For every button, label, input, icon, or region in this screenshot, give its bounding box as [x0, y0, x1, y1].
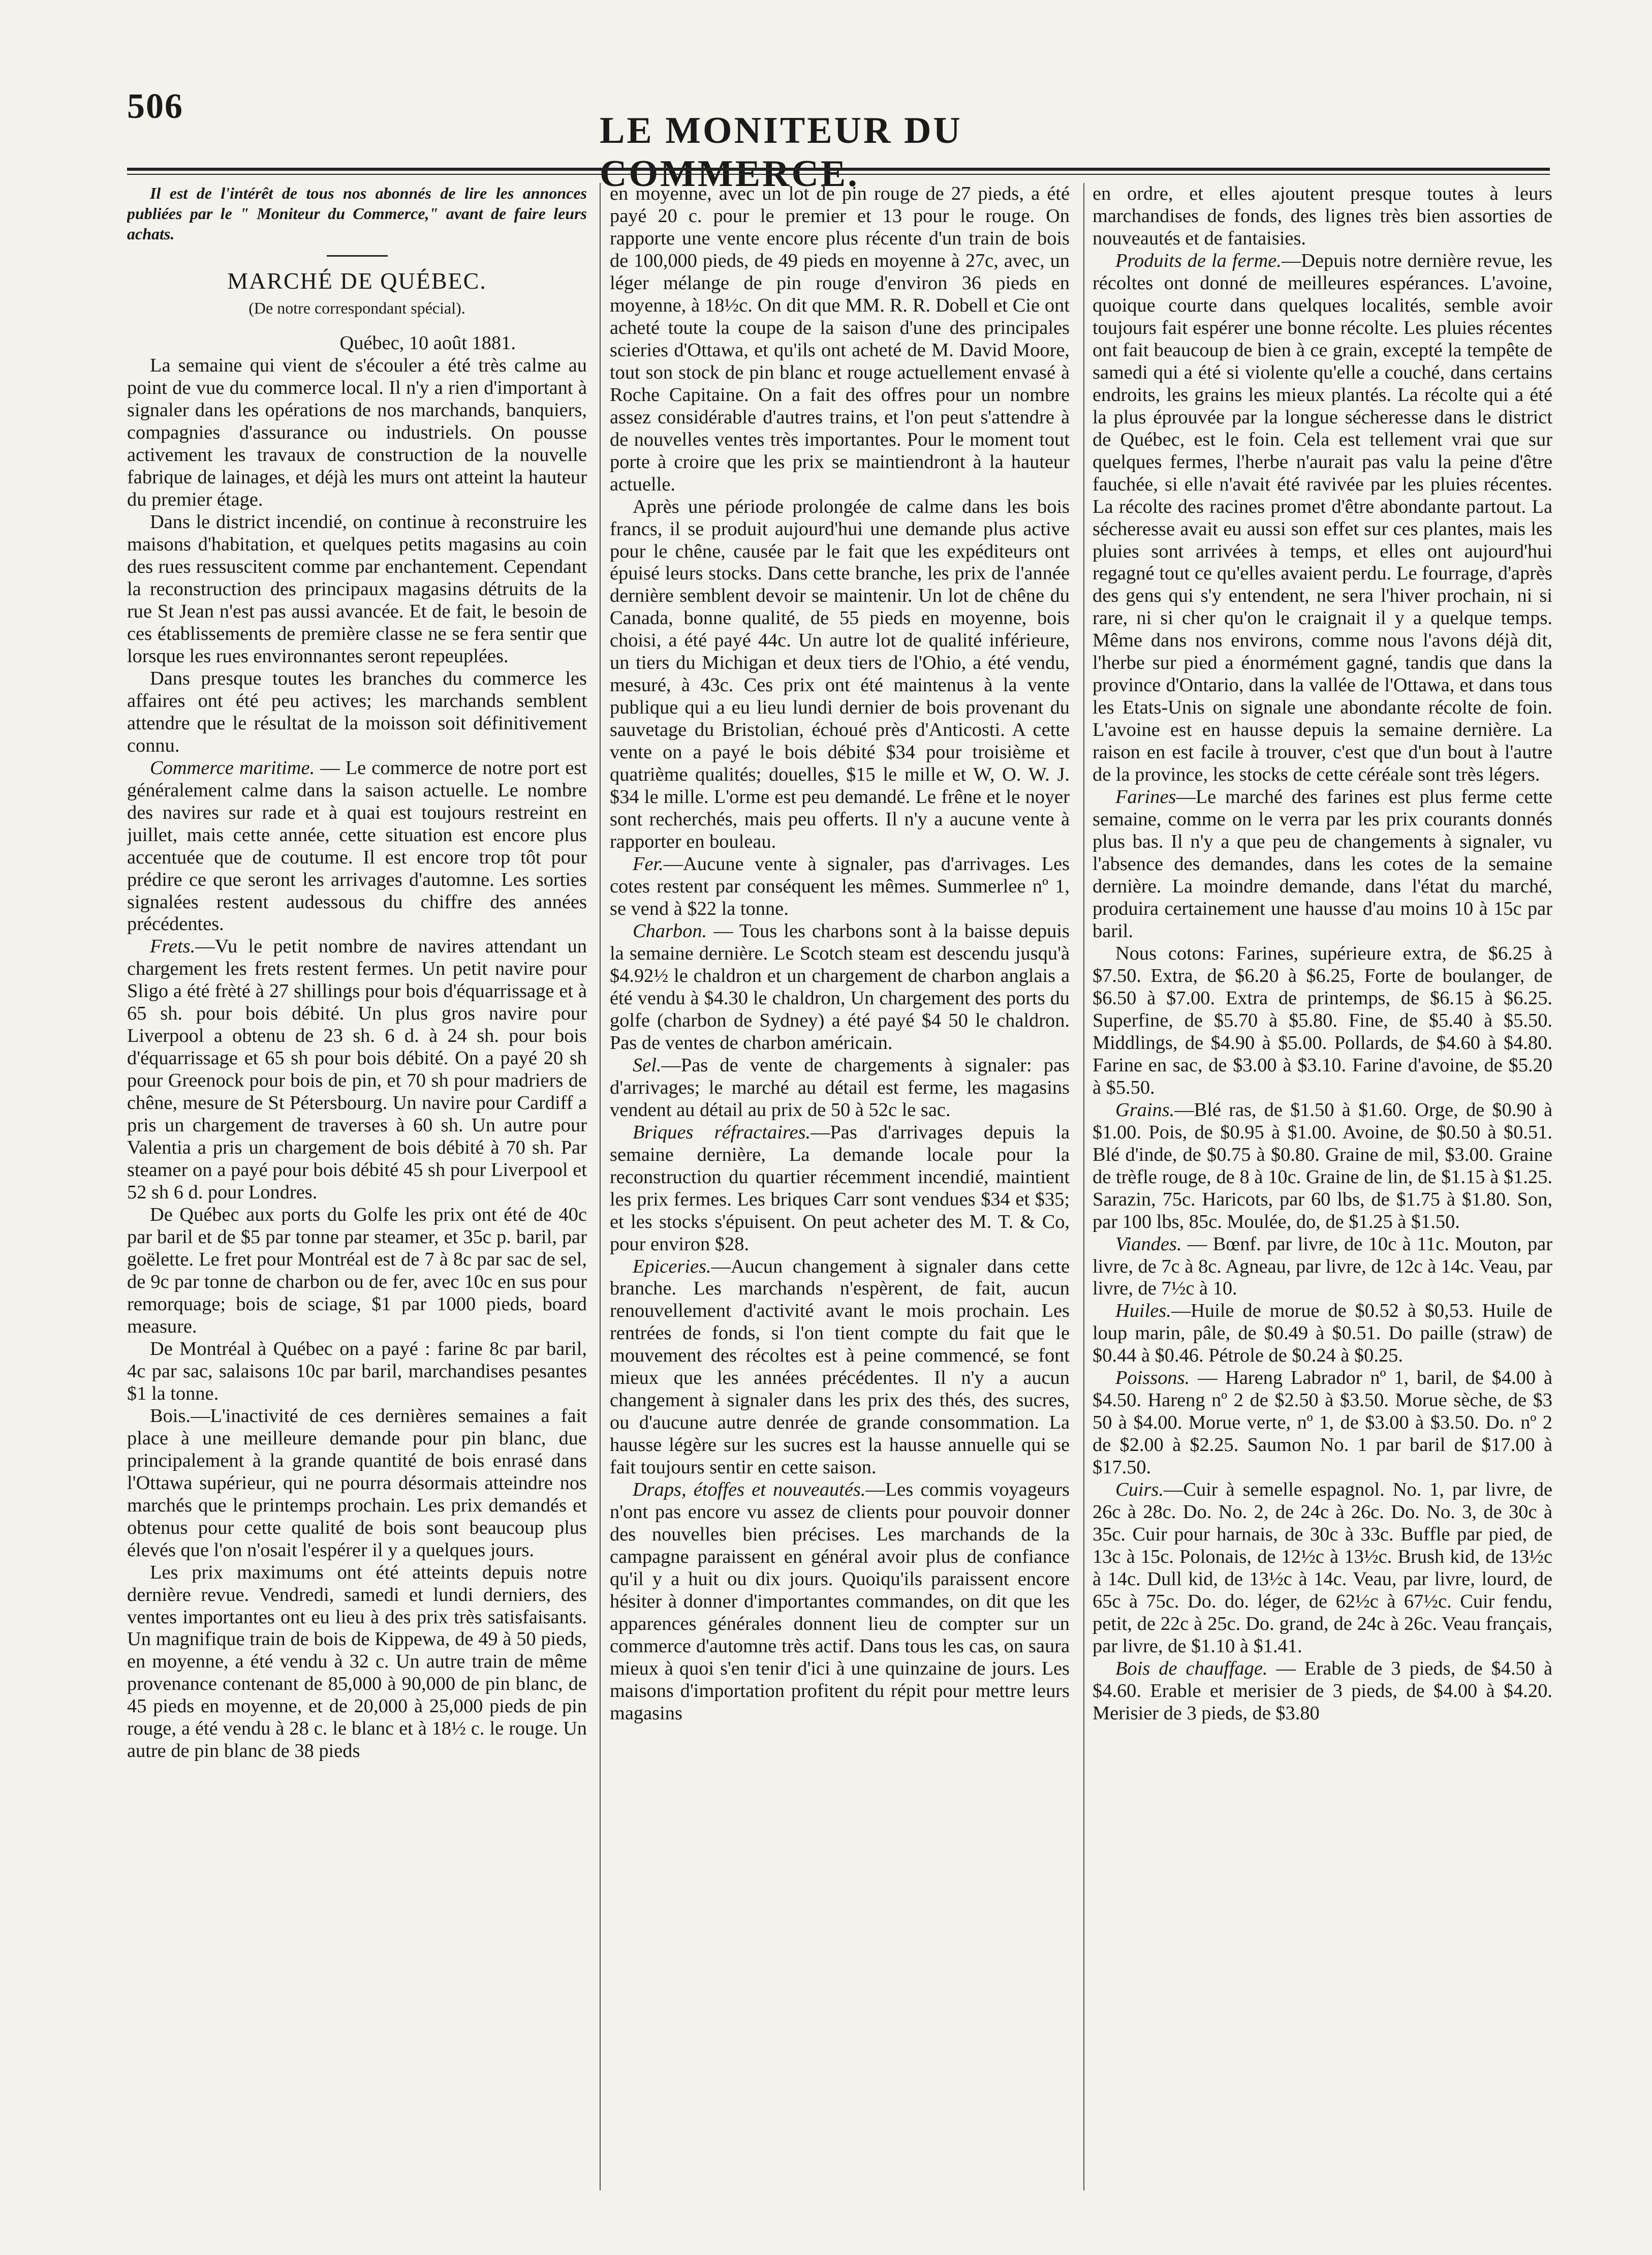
paragraph: [1093, 1300, 1552, 1367]
paragraph-lead: Sel.: [633, 1054, 662, 1076]
paragraph: [127, 1405, 587, 1562]
dateline: Québec, 10 août 1881.: [339, 332, 516, 354]
paragraph: [610, 1055, 1070, 1122]
paragraph-lead: Briques réfractaires.: [633, 1121, 811, 1143]
paragraph-lead: Bois de chauffage.: [1115, 1657, 1268, 1679]
paragraph: [1093, 1658, 1552, 1725]
paragraph: Nous cotons: Farines, supérieure extra, de $6.25 à $7.50. Extra, de $6.20 à $6.25, Forte de boulanger, de $6.50 à $7.00. Extra de printemps, de $6.15 à $6.25. Superfine, de $5.70 à $5.80. Fine, de $5.40 à $5.50. Middlings, de $4.90 à $5.00. Pollards, de $4.60 à $4.80. Farine en sac, de $3.00 à $3.10. Farine d'avoine, de $5.20 à $5.50.: [1093, 942, 1552, 1098]
paragraph-lead: Poissons.: [1115, 1367, 1190, 1389]
paragraph-body: —Depuis notre dernière revue, les récoltes ont donné de meilleures espérances. L'avoine, quoique courte dans quelques localités, semble avoir toujours fait espérer une bonne récolte. Les pluies récentes ont fait beaucoup de bien à ce grain, excepté la tempête de samedi qui a été si violente qu'elle a couché, dans certains endroits, les grains les mieux plantés. La récolte qui a été la plus éprouvée par la longue sécheresse dans le district de Québec, est le foin. Cela est tellement vrai que sur quelques fermes, l'herbe n'aurait pas valu la peine d'être fauchée, si elle n'avait été ravivée par les pluies récentes. La récolte des racines promet d'être abondante partout. La sécheresse avait eu aussi son effet sur ces plantes, mais les pluies sont arrivées à temps, et elles ont aujourd'hui regagné tout ce qu'elles avaient perdu. Le fourrage, d'après des gens qui s'y entendent, ne sera l'hiver prochain, ni si rare, ni si cher qu'on le craignait il y a quelque temps. Même dans nos environs, comme nous l'avons déjà dit, l'herbe sur pied a énormément gagné, tandis que dans la province d'Ontario, dans la vallée de l'Ottawa, et dans tous les Etats-Unis on signale une abondante récolte de foin. L'avoine est en hausse depuis la semaine dernière. La raison en est facile à trouver, c'est que d'un bout à l'autre de la province, les stocks de cette céréale sont très légers.: [1093, 250, 1552, 786]
paragraph: [1093, 250, 1552, 786]
paragraph: [1093, 1099, 1552, 1233]
paragraph-body: — Tous les charbons sont à la baisse depuis la semaine dernière. Le Scotch steam est descendu jusqu'à $4.92½ le chaldron et un chargement de charbon anglais a été vendu à $4.30 le chaldron, Un chargement des ports du golfe (charbon de Sydney) a été payé $4 50 le chaldron. Pas de ventes de charbon américain.: [610, 920, 1070, 1054]
paragraph: [1093, 786, 1552, 943]
paragraph-lead: Viandes.: [1115, 1233, 1182, 1255]
paragraph-body: —Aucune vente à signaler, pas d'arrivages. Les cotes restent par conséquent les mêmes. Summerlee nº 1, se vend à $22 la tonne.: [610, 853, 1070, 919]
divider: [327, 255, 388, 257]
paragraph: Dans presque toutes les branches du commerce les affaires ont été peu actives; les marchands semblent attendre que le résultat de la moisson soit définitivement connu.: [127, 667, 587, 756]
column-3: [1093, 183, 1552, 2196]
paragraph-lead: Produits de la ferme.: [1115, 250, 1282, 271]
subscriber-notice: Il est de l'intérêt de tous nos abonnés de lire les annonces publiées par le " Moniteur du Commerce," avant de faire leurs achats.: [127, 184, 587, 243]
paragraph-body: —Huile de morue de $0.52 à $0,53. Huile de loup marin, pâle, de $0.49 à $0.51. Do paille (straw) de $0.44 à $0.46. Pétrole de $0.24 à $0.25.: [1093, 1300, 1552, 1367]
section-subtitle: (De notre correspondant spécial).: [248, 298, 465, 317]
paragraph: [127, 936, 587, 1204]
paragraph: [127, 757, 587, 936]
paragraph-body: — Bœnf. par livre, de 10c à 11c. Mouton, par livre, de 7c à 8c. Agneau, par livre, de 12c à 14c. Veau, par livre, de 7½c à 10.: [1093, 1233, 1552, 1300]
paragraph-body: —L'inactivité de ces dernières semaines a fait place à une meilleure demande pour pin blanc, due principalement à la grande quantité de bois enrasé dans l'Ottawa supérieur, qui ne pourra désormais atteindre nos marchés que le printemps prochain. Les prix demandés et obtenus pour cette qualité de bois sont beaucoup plus élevés que l'on n'osait l'espérer il y a quelques jours.: [127, 1405, 587, 1561]
paragraph: [1093, 1479, 1552, 1658]
section-title: MARCHÉ DE QUÉBEC.: [227, 268, 487, 294]
paragraph: Dans le district incendié, on continue à reconstruire les maisons d'habitation, et quelques petits magasins au coin des rues ressuscitent comme par enchantement. Cependant la reconstruction des principaux magasins détruits de la rue St Jean n'est pas aussi avancée. Et de fait, le besoin de ces établissements de première classe ne se fera sentir que lorsque les rues environnantes seront repeuplées.: [127, 511, 587, 667]
paragraph-lead: Fer.: [633, 853, 664, 875]
paragraph-body: —Vu le petit nombre de navires attendant un chargement les frets restent fermes. Un petit navire pour Sligo a été frèté à 27 shillings pour bois d'équarrissage et à 65 sh. pour bois débité. Un plus gros navire pour Liverpool a obtenu de 23 sh. 6 d. à 24 sh. pour bois d'équarrissage et 65 sh pour bois débité. On a payé 20 sh pour Greenock pour bois de pin, et 70 sh pour madriers de chêne, mesure de St Pétersbourg. Un navire pour Cardiff a pris un chargement de traverses à 60 sh. Un autre pour Valentia a pris un chargement de bois débité à 70 sh. Par steamer on a payé pour bois débité 45 sh pour Liverpool et 52 sh 6 d. pour Londres.: [127, 936, 587, 1203]
masthead: LE MONITEUR DU: [600, 110, 962, 151]
header-rule: [127, 168, 1550, 171]
paragraph-lead: Bois.: [150, 1405, 191, 1427]
paragraph-body: — Hareng Labrador nº 1, baril, de $4.00 à $4.50. Hareng nº 2 de $2.50 à $3.50. Morue sèche, de $3 50 à $4.00. Morue verte, nº 1, de $3.00 à $3.50. Do. nº 2 de $2.00 à $2.25. Saumon No. 1 par baril de $17.00 à $17.50.: [1093, 1367, 1552, 1478]
paragraph-lead: Cuirs.: [1115, 1479, 1164, 1501]
paragraph-lead: Charbon.: [633, 920, 707, 942]
paragraph: [610, 1256, 1070, 1479]
header-rule-thin: [127, 174, 1550, 175]
paragraph: La semaine qui vient de s'écouler a été très calme au point de vue du commerce local. Il n'y a rien d'important à signaler dans les opérations de nos marchands, banquiers, compagnies d'assurance ou industriels. On pousse activement les travaux de construction de la nouvelle fabrique de lainages, et déjà les murs ont atteint la hauteur du premier étage.: [127, 355, 587, 511]
column-divider: [600, 183, 601, 2190]
paragraph: en moyenne, avec un lot de pin rouge de 27 pieds, a été payé 20 c. pour le premier et 13 pour le rouge. On rapporte une vente encore plus récente d'un train de bois de 100,000 pieds, de 49 pieds en moyenne à 27c, avec, un léger mélange de pin rouge d'environ 36 pieds en moyenne, à 18½c. On dit que MM. R. R. Dobell et Cie ont acheté toute la coupe de la saison d'une des principales scieries d'Ottawa, et qu'ils ont acheté de M. David Moore, tout son stock de pin blanc et rouge actuellement envasé à Roche Capitaine. On a fait des offres pour un nombre assez considérable d'autres trains, et l'on peut s'attendre à de nouvelles ventes très importantes. Pour le moment tout porte à croire que les prix se maintiendront à la hauteur actuelle.: [610, 183, 1070, 495]
paragraph: en ordre, et elles ajoutent presque toutes à leurs marchandises de fonds, des lignes très bien assorties de nouveautés et de fantaisies.: [1093, 183, 1552, 249]
column-2: [610, 183, 1070, 2196]
paragraph: Après une période prolongée de calme dans les bois francs, il se produit aujourd'hui une demande plus active pour le chêne, causée par le fait que les expéditeurs ont épuisé leurs stocks. Dans cette branche, les prix de l'année dernière semblent devoir se maintenir. Un lot de chêne du Canada, bonne qualité, de 55 pieds en moyenne, bois choisi, a été payé 44c. Un autre lot de qualité inférieure, un tiers du Michigan et deux tiers de l'Ohio, a été vendu, mesuré, à 43c. Ces prix ont été maintenus à la vente publique qui a eu lieu lundi dernier de bois provenant du sauvetage du Bristolian, échoué près d'Anticosti. A cette vente on a payé le bois débité $34 pour troisième et quatrième qualités; douelles, $15 le mille et W, O. W. J. $34 le mille. L'orme est peu demandé. Le frêne et le noyer sont recherchés, mais peu offerts. Il n'y a aucune vente à rapporter en bouleau.: [610, 496, 1070, 853]
paragraph-lead: Grains.: [1115, 1099, 1175, 1121]
paragraph: [610, 920, 1070, 1055]
paragraph: [610, 1122, 1070, 1256]
paragraph-body: —Les commis voyageurs n'ont pas encore vu assez de clients pour pouvoir donner des nouvelles bien précises. Les marchands de la campagne paraissent en général avoir plus de confiance qu'il y a huit ou dix jours. Quoiqu'ils paraissent encore hésiter à donner d'importantes commandes, on dit que les apparences générales donnent lieu de compter sur un commerce d'automne très actif. Dans tous les cas, on saura mieux à quoi s'en tenir d'ici à une quinzaine de jours. Les maisons d'importation profitent du répit pour mettre leurs magasins: [610, 1479, 1070, 1724]
paragraph-body: —Aucun changement à signaler dans cette branche. Les marchands n'espèrent, de fait, aucun renouvellement d'activité avant le mois prochain. Les rentrées de fonds, si l'on tient compte du fait que le mouvement des récoltes est à peine commencé, se font mieux que les années précédentes. Il n'y a aucun changement à signaler dans les prix des thés, des sucres, ou d'aucune autre denrée de grande consommation. La hausse légère sur les sucres est la hausse annuelle qui se fait toujours sentir en cette saison.: [610, 1255, 1070, 1478]
paragraph: De Québec aux ports du Golfe les prix ont été de 40c par baril et de $5 par tonne par steamer, et 35c p. baril, par goëlette. Le fret pour Montréal est de 7 à 8c par sac de sel, de 9c par tonne de charbon ou de fer, avec 10c en sus pour remorquage; bois de sciage, $1 par 1000 pieds, board measure.: [127, 1204, 587, 1337]
paragraph-body: —Blé ras, de $1.50 à $1.60. Orge, de $0.90 à $1.00. Pois, de $0.95 à $1.00. Avoine, de $0.50 à $0.51. Blé d'inde, de $0.75 à $0.80. Graine de mil, $3.00. Graine de trèfle rouge, de 8 à 10c. Graine de lin, de $1.15 à $1.25. Sarazin, 75c. Haricots, par 60 lbs, de $1.75 à $1.80. Son, par 100 lbs, 85c. Moulée, do, de $1.25 à $1.50.: [1093, 1099, 1552, 1232]
paragraph-lead: Commerce maritime.: [150, 757, 315, 779]
paragraph-body: —Le marché des farines est plus ferme cette semaine, comme on le verra par les prix courants donnés plus bas. Il n'y a que peu de changements à signaler, vu l'absence des demandes, dans les cotes de la semaine dernière. La moindre demande, dans l'état du marché, produira certainement une hausse d'au moins 10 à 15c par baril.: [1093, 786, 1552, 942]
paragraph: De Montréal à Québec on a payé : farine 8c par baril, 4c par sac, salaisons 10c par baril, marchandises pesantes $1 la tonne.: [127, 1338, 587, 1404]
paragraph-lead: Draps, étoffes et nouveautés.: [633, 1479, 866, 1501]
paragraph: [610, 1479, 1070, 1725]
paragraph: [1093, 1367, 1552, 1479]
paragraph-lead: Farines: [1115, 786, 1176, 808]
paragraph-lead: Epiceries.: [633, 1255, 711, 1277]
column-1: [127, 183, 587, 2196]
paragraph: [1093, 1233, 1552, 1301]
paragraph-lead: Huiles.: [1115, 1300, 1171, 1322]
column-divider: [1083, 183, 1084, 2190]
paragraph-body: —Pas de vente de chargements à signaler: pas d'arrivages; le marché au détail est ferme, les magasins vendent au détail au prix de 50 à 52c le sac.: [610, 1054, 1070, 1121]
paragraph-body: — Erable de 3 pieds, de $4.50 à $4.60. Erable et merisier de 3 pieds, de $4.00 à $4.20. Merisier de 3 pieds, de $3.80: [1093, 1657, 1552, 1724]
paragraph-body: — Le commerce de notre port est généralement calme dans la saison actuelle. Le nombre des navires sur rade et à quai est toujours restreint en juillet, mais cette année, cette situation est encore plus accentuée que de coutume. Il est encore trop tôt pour prédire ce que seront les arrivages d'automne. Les sorties signalées restent audessous du chiffre des années précédentes.: [127, 757, 587, 935]
page-number: 506: [127, 87, 183, 126]
paragraph: [610, 853, 1070, 920]
paragraph-lead: Frets.: [150, 936, 196, 957]
paragraph-body: —Pas d'arrivages depuis la semaine dernière, La demande locale pour la reconstruction du quartier récemment incendié, maintient les prix fermes. Les briques Carr sont vendues $34 et $35; et les stocks s'épuisent. On peut acheter des M. T. & Co, pour environ $28.: [610, 1121, 1070, 1255]
paragraph-body: —Cuir à semelle espagnol. No. 1, par livre, de 26c à 28c. Do. No. 2, de 24c à 26c. Do. No. 3, de 30c à 35c. Cuir pour harnais, de 30c à 33c. Buffle par pied, de 13c à 15c. Polonais, de 12½c à 13½c. Brush kid, de 13½c à 14c. Dull kid, de 13½c à 14c. Veau, par livre, lourd, de 65c à 75c. Do. do. léger, de 62½c à 67½c. Cuir fendu, petit, de 22c à 25c. Do. grand, de 24c à 26c. Veau français, par livre, de $1.10 à $1.41.: [1093, 1479, 1552, 1657]
paragraph: Les prix maximums ont été atteints depuis notre dernière revue. Vendredi, samedi et lundi derniers, des ventes importantes ont eu lieu à des prix très satisfaisants. Un magnifique train de bois de Kippewa, de 49 à 50 pieds, en moyenne, a été vendu à 32 c. Un autre train de même provenance contenant de 85,000 à 90,000 de pin blanc, de 45 pieds en moyenne, et de 20,000 à 25,000 pieds de pin rouge, a été vendu à 28 c. le blanc et à 18½ c. le rouge. Un autre de pin blanc de 38 pieds: [127, 1561, 587, 1762]
